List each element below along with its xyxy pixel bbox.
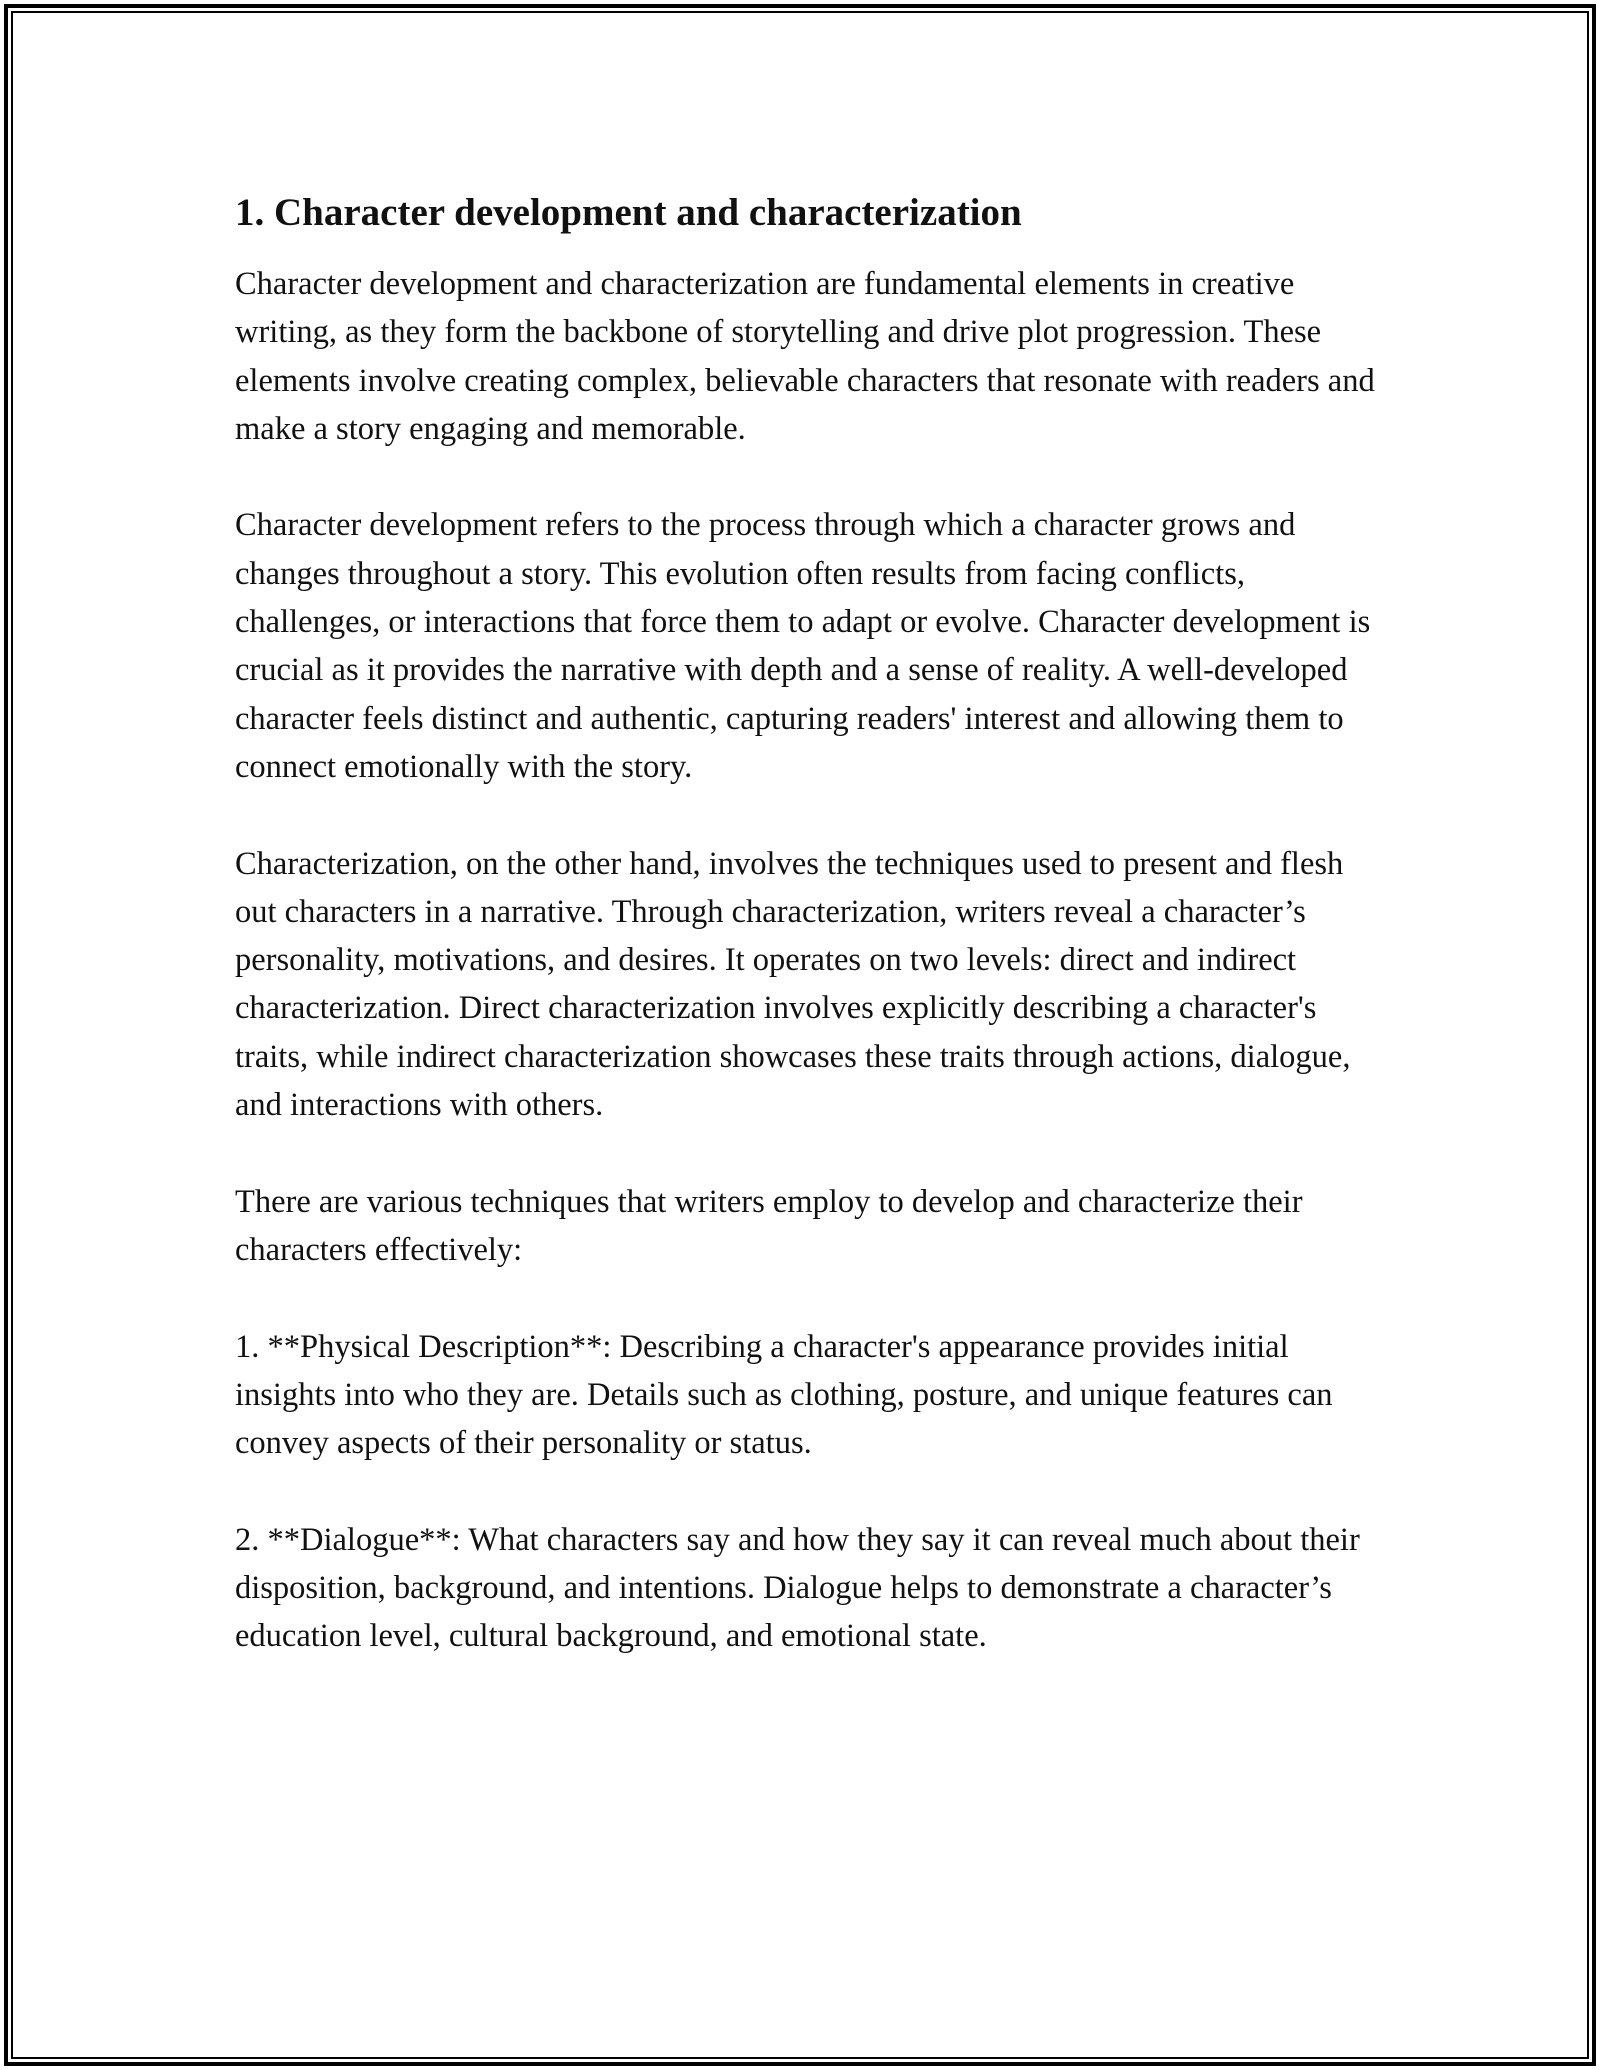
paragraph-intro: Character development and characterization are fundamental elements in creative writing, as they form the backbone of storytelling and drive plot progression. These elements involve creating complex, believable characters that resonate with readers and make a story engaging and memorable. [235,266,1375,447]
paragraph-techniques-intro: There are various techniques that writers employ to develop and characterize their characters effectively: [235,1183,1303,1268]
paragraph-character-development: Character development refers to the process through which a character grows and changes throughout a story. This evolution often results from facing conflicts, challenges, or interactions that force them to adapt or evolve. Character development is crucial as it provides the narrative with depth and a sense of reality. A well-developed character feels distinct and authentic, capturing readers' interest and allowing them to connect emotionally with the story. [235,507,1371,785]
document-body [235,186,1375,1709]
list-item-dialogue: 2. **Dialogue**: What characters say and how they say it can reveal much about their disposition, background, and intentions. Dialogue helps to demonstrate a character’s education level, cultural background, and emotional state. [235,1521,1360,1655]
list-item-physical-description: 1. **Physical Description**: Describing a character's appearance provides initial insights into who they are. Details such as clothing, posture, and unique features can convey aspects of their personality or status. [235,1328,1333,1462]
paragraph-characterization: Characterization, on the other hand, involves the techniques used to present and flesh out characters in a narrative. Through characterization, writers reveal a character’s personality, motivations, and desires. It operates on two levels: direct and indirect characterization. Direct characterization involves explicitly describing a character's traits, while indirect characterization showcases these traits through actions, dialogue, and interactions with others. [235,845,1351,1124]
section-heading: 1. Character development and characterization [235,191,1022,234]
